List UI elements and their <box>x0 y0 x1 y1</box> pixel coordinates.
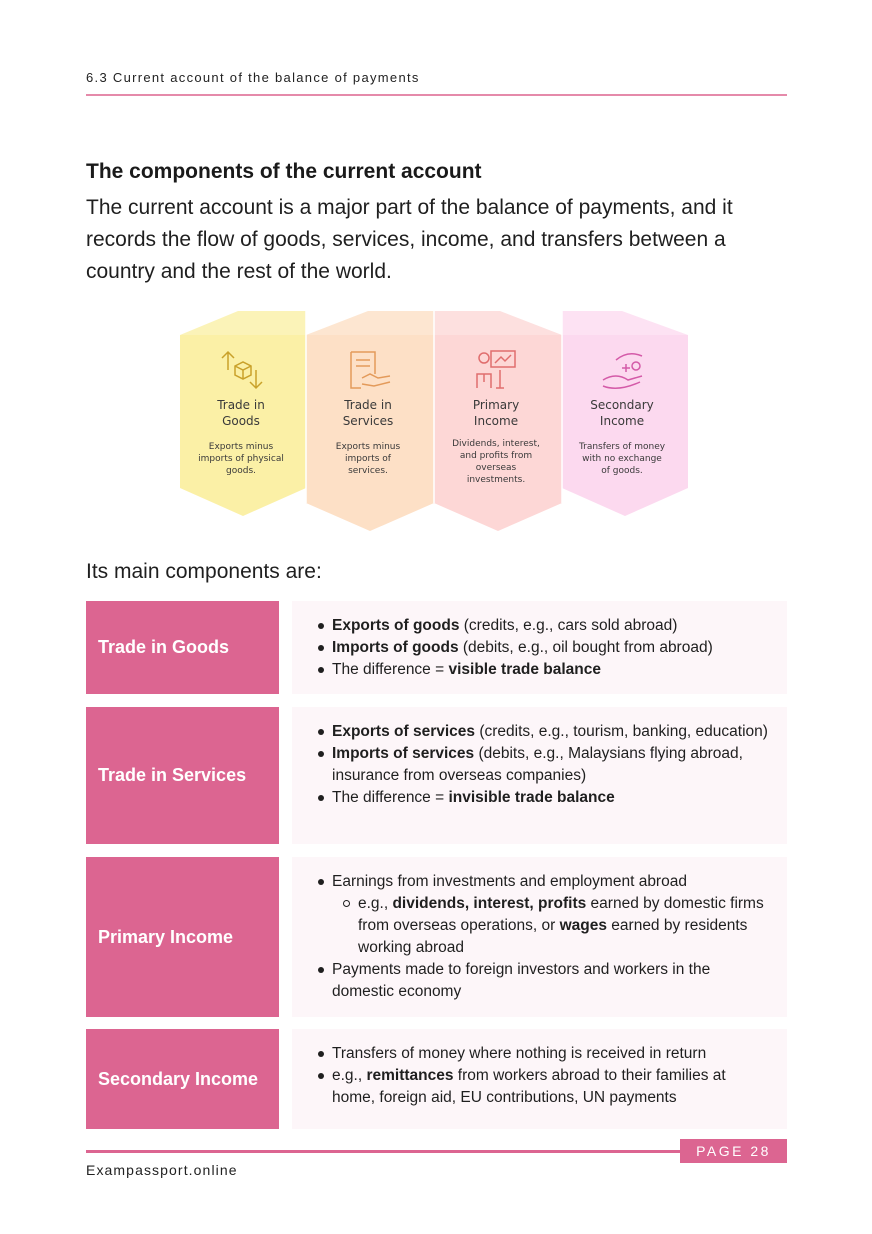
list-item <box>332 743 771 787</box>
list-item <box>332 959 771 1003</box>
text: (debits, e.g., Malaysians flying abroad, insurance from overseas companies) <box>332 745 743 784</box>
panel-4-title-line2: Income <box>599 414 645 428</box>
bold-text: dividends, interest, profits <box>392 895 587 912</box>
bold-text: visible trade balance <box>448 661 601 678</box>
panel-3-desc-3: overseas <box>475 463 517 473</box>
panel-2-body <box>306 335 434 531</box>
footer-site: Exampassport.online <box>86 1162 238 1178</box>
panel-4-desc-1: Transfers of money <box>578 442 666 452</box>
panel-1-title-line2: Goods <box>222 414 260 428</box>
bold-text: Exports of goods <box>332 617 460 634</box>
row-label-trade-services: Trade in Services <box>86 707 279 844</box>
row-body-trade-services <box>292 707 787 844</box>
sub-list <box>332 893 771 959</box>
row-label-trade-goods: Trade in Goods <box>86 601 279 694</box>
list-item <box>332 871 771 959</box>
list-item <box>332 721 771 743</box>
text: e.g., <box>358 895 393 912</box>
text: (debits, e.g., oil bought from abroad) <box>458 639 713 656</box>
row-body-primary-income <box>292 857 787 1017</box>
list-item <box>332 1043 771 1065</box>
text: Earnings from investments and employment abroad <box>332 873 687 890</box>
panel-3-top <box>434 311 562 335</box>
bullet-list <box>316 871 771 1003</box>
bold-text: Imports of goods <box>332 639 459 656</box>
text: (credits, e.g., tourism, banking, education) <box>475 723 768 740</box>
list-item <box>332 637 771 659</box>
panel-4-top <box>562 311 688 335</box>
text: Transfers of money where nothing is received in return <box>332 1045 707 1062</box>
row-label-primary-income: Primary Income <box>86 857 279 1017</box>
list-item <box>332 659 771 681</box>
panel-2-top <box>306 311 434 335</box>
row-label-secondary-income: Secondary Income <box>86 1029 279 1129</box>
bold-text: invisible trade balance <box>448 789 615 806</box>
panel-1-desc-3: goods. <box>226 466 256 476</box>
bullet-list <box>316 1043 771 1109</box>
current-account-diagram <box>178 308 690 536</box>
list-item <box>332 615 771 637</box>
bold-text: Imports of services <box>332 745 475 762</box>
components-label: Its main components are: <box>86 560 322 583</box>
bullet-list <box>316 721 771 809</box>
panel-1-desc-2: imports of physical <box>198 454 284 464</box>
panel-3-title-line2: Income <box>473 414 519 428</box>
bullet-list <box>316 615 771 681</box>
panel-3-title: Primary <box>472 398 520 412</box>
text: earned by domestic firms from overseas operations, or <box>358 895 764 934</box>
list-item <box>332 787 771 809</box>
sub-list-item <box>358 893 771 959</box>
section-title: The components of the current account <box>86 160 482 183</box>
panel-3-body <box>434 335 562 531</box>
panel-1-title: Trade in <box>217 398 265 412</box>
panel-2-title-line2: Services <box>342 414 394 428</box>
text: The difference = <box>332 661 449 678</box>
running-header: 6.3 Current account of the balance of payments <box>86 70 420 85</box>
panel-2-desc-2: imports of <box>345 454 391 464</box>
row-body-secondary-income <box>292 1029 787 1129</box>
panel-4-desc-2: with no exchange <box>582 454 662 464</box>
list-item <box>332 1065 771 1109</box>
panel-4-desc-3: of goods. <box>601 466 643 476</box>
panel-3-desc-4: investments. <box>466 475 526 485</box>
text: (credits, e.g., cars sold abroad) <box>459 617 678 634</box>
panel-3-desc-1: Dividends, interest, <box>452 439 540 449</box>
row-body-trade-goods <box>292 601 787 694</box>
text: The difference = <box>332 789 449 806</box>
panel-2-desc-3: services. <box>348 466 388 476</box>
intro-paragraph: The current account is a major part of the balance of payments, and it records the flow of goods, services, income, and transfers between a country and the rest of the world. <box>86 196 733 283</box>
text: from workers abroad to their families at home, foreign aid, EU contributions, UN payments <box>332 1067 726 1106</box>
text: Payments made to foreign investors and workers in the domestic economy <box>332 961 711 1000</box>
panel-1-desc-1: Exports minus <box>208 442 274 452</box>
panel-2-desc-1: Exports minus <box>335 442 401 452</box>
header-divider <box>86 94 787 96</box>
bold-text: Exports of services <box>332 723 476 740</box>
panel-4-title: Secondary <box>590 398 654 412</box>
bold-text: remittances <box>366 1067 454 1084</box>
panel-2-title: Trade in <box>344 398 392 412</box>
panel-3-desc-2: and profits from <box>459 451 533 461</box>
bold-text: wages <box>559 917 607 934</box>
panel-1-top <box>180 311 306 335</box>
text: earned by residents working abroad <box>358 917 748 956</box>
page-number: PAGE 28 <box>680 1139 787 1163</box>
text: e.g., <box>332 1067 367 1084</box>
